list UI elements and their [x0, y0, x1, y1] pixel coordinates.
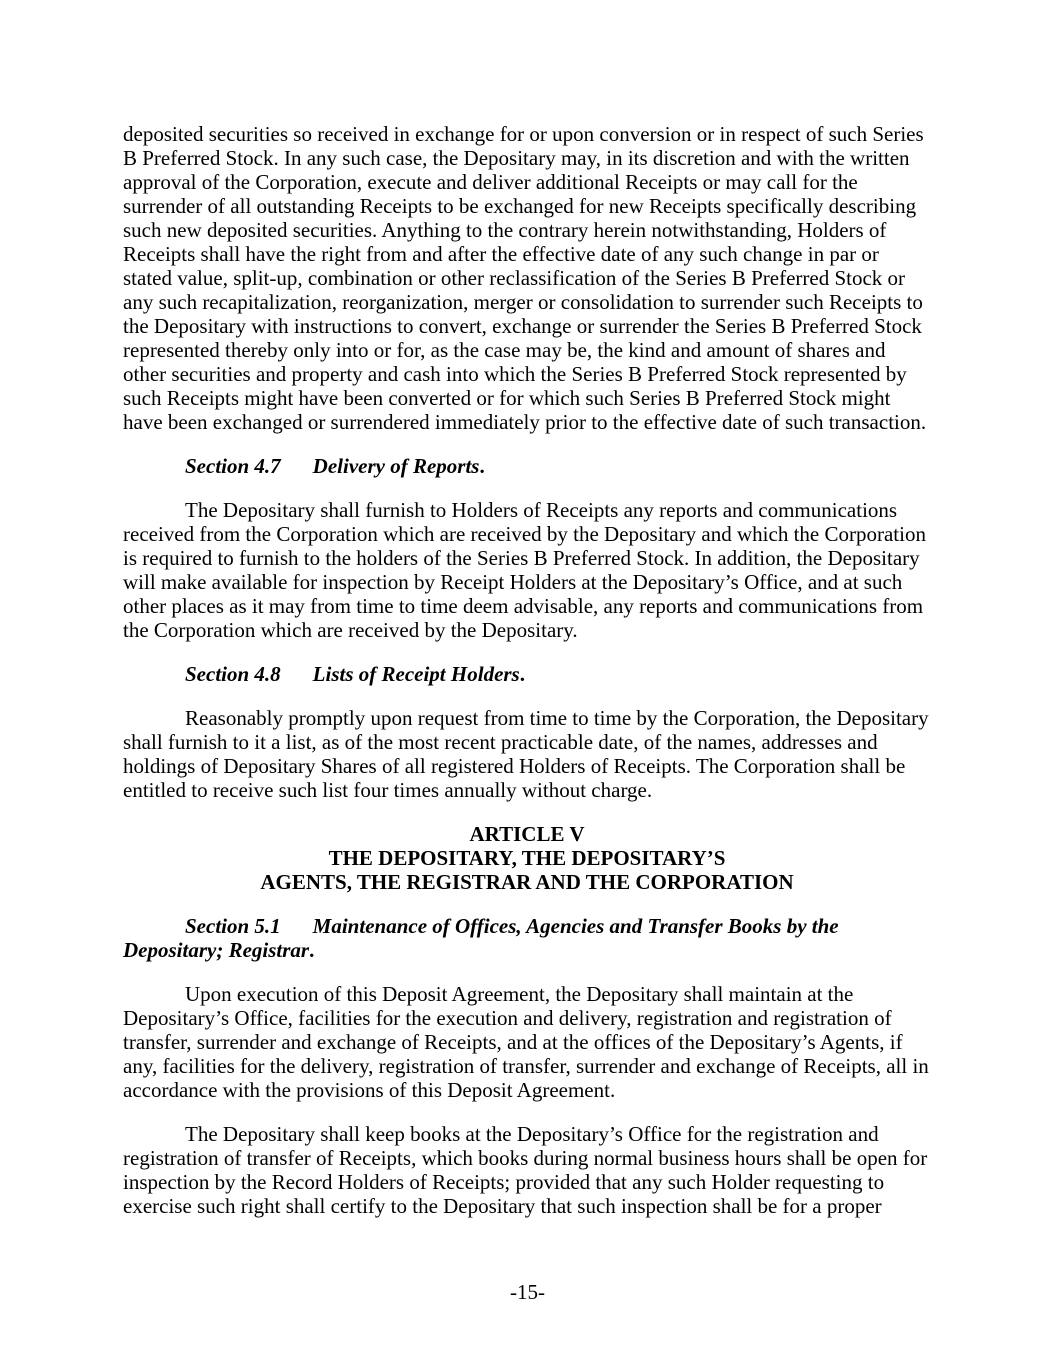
section-4-8-label: Section 4.8 [185, 662, 281, 686]
article-v-heading [123, 822, 931, 894]
article-v-line-2: THE DEPOSITARY, THE DEPOSITARY’S [328, 846, 726, 870]
section-4-8-heading [123, 662, 931, 686]
section-5-1-title: Maintenance of Offices, Agencies and Transfer Books by the Depositary; Registrar [123, 914, 839, 962]
section-5-1-label: Section 5.1 [185, 914, 281, 938]
section-4-7-label: Section 4.7 [185, 454, 281, 478]
article-v-line-3: AGENTS, THE REGISTRAR AND THE CORPORATION [260, 870, 794, 894]
section-4-8-period: . [519, 662, 525, 686]
paragraph-continuation: deposited securities so received in exchange for or upon conversion or in respect of such Series B Preferred Stock. In any such case, the Depositary may, in its discretion and with the written approval of the Corporation, execute and deliver additional Receipts or may call for the surrender of all outstanding Receipts to be exchanged for new Receipts specifically describing such new deposited securities. Anything to the contrary herein notwithstanding, Holders of Receipts shall have the right from and after the effective date of any such change in par or stated value, split-up, combination or other reclassification of the Series B Preferred Stock or any such recapitalization, reorganization, merger or consolidation to surrender such Receipts to the Depositary with instructions to convert, exchange or surrender the Series B Preferred Stock represented thereby only into or for, as the case may be, the kind and amount of shares and other securities and property and cash into which the Series B Preferred Stock represented by such Receipts might have been converted or for which such Series B Preferred Stock might have been exchanged or surrendered immediately prior to the effective date of such transaction. [123, 122, 927, 434]
section-5-1-period: . [309, 938, 315, 962]
paragraph-section-5-1-b: The Depositary shall keep books at the Depositary’s Office for the registration and registration of transfer of Receipts, which books during normal business hours shall be open for inspection by the Record Holders of Receipts; provided that any such Holder requesting to exercise such right shall certify to the Depositary that such inspection shall be for a proper [123, 1122, 928, 1218]
paragraph-section-4-7: The Depositary shall furnish to Holders of Receipts any reports and communications received from the Corporation which are received by the Depositary and which the Corporation is required to furnish to the holders of the Series B Preferred Stock. In addition, the Depositary will make available for inspection by Receipt Holders at the Depositary’s Office, and at such other places as it may from time to time deem advisable, any reports and communications from the Corporation which are received by the Depositary. [123, 498, 926, 642]
section-4-8-title: Lists of Receipt Holders [312, 662, 520, 686]
section-4-7-title: Delivery of Reports [312, 454, 480, 478]
page-content [123, 122, 931, 1238]
paragraph-section-4-8: Reasonably promptly upon request from time to time by the Corporation, the Depositary shall furnish to it a list, as of the most recent practicable date, of the names, addresses and holdings of Depositary Shares of all registered Holders of Receipts. The Corporation shall be entitled to receive such list four times annually without charge. [123, 706, 929, 802]
page-number: -15- [510, 1280, 545, 1304]
section-4-7-period: . [479, 454, 485, 478]
paragraph-section-5-1-a: Upon execution of this Deposit Agreement, the Depositary shall maintain at the Depositary’s Office, facilities for the execution and delivery, registration and registration of transfer, surrender and exchange of Receipts, and at the offices of the Depositary’s Agents, if any, facilities for the delivery, registration of transfer, surrender and exchange of Receipts, all in accordance with the provisions of this Deposit Agreement. [123, 982, 929, 1102]
section-4-7-heading [123, 454, 931, 478]
section-5-1-heading [123, 914, 931, 962]
article-v-line-1: ARTICLE V [469, 822, 585, 846]
